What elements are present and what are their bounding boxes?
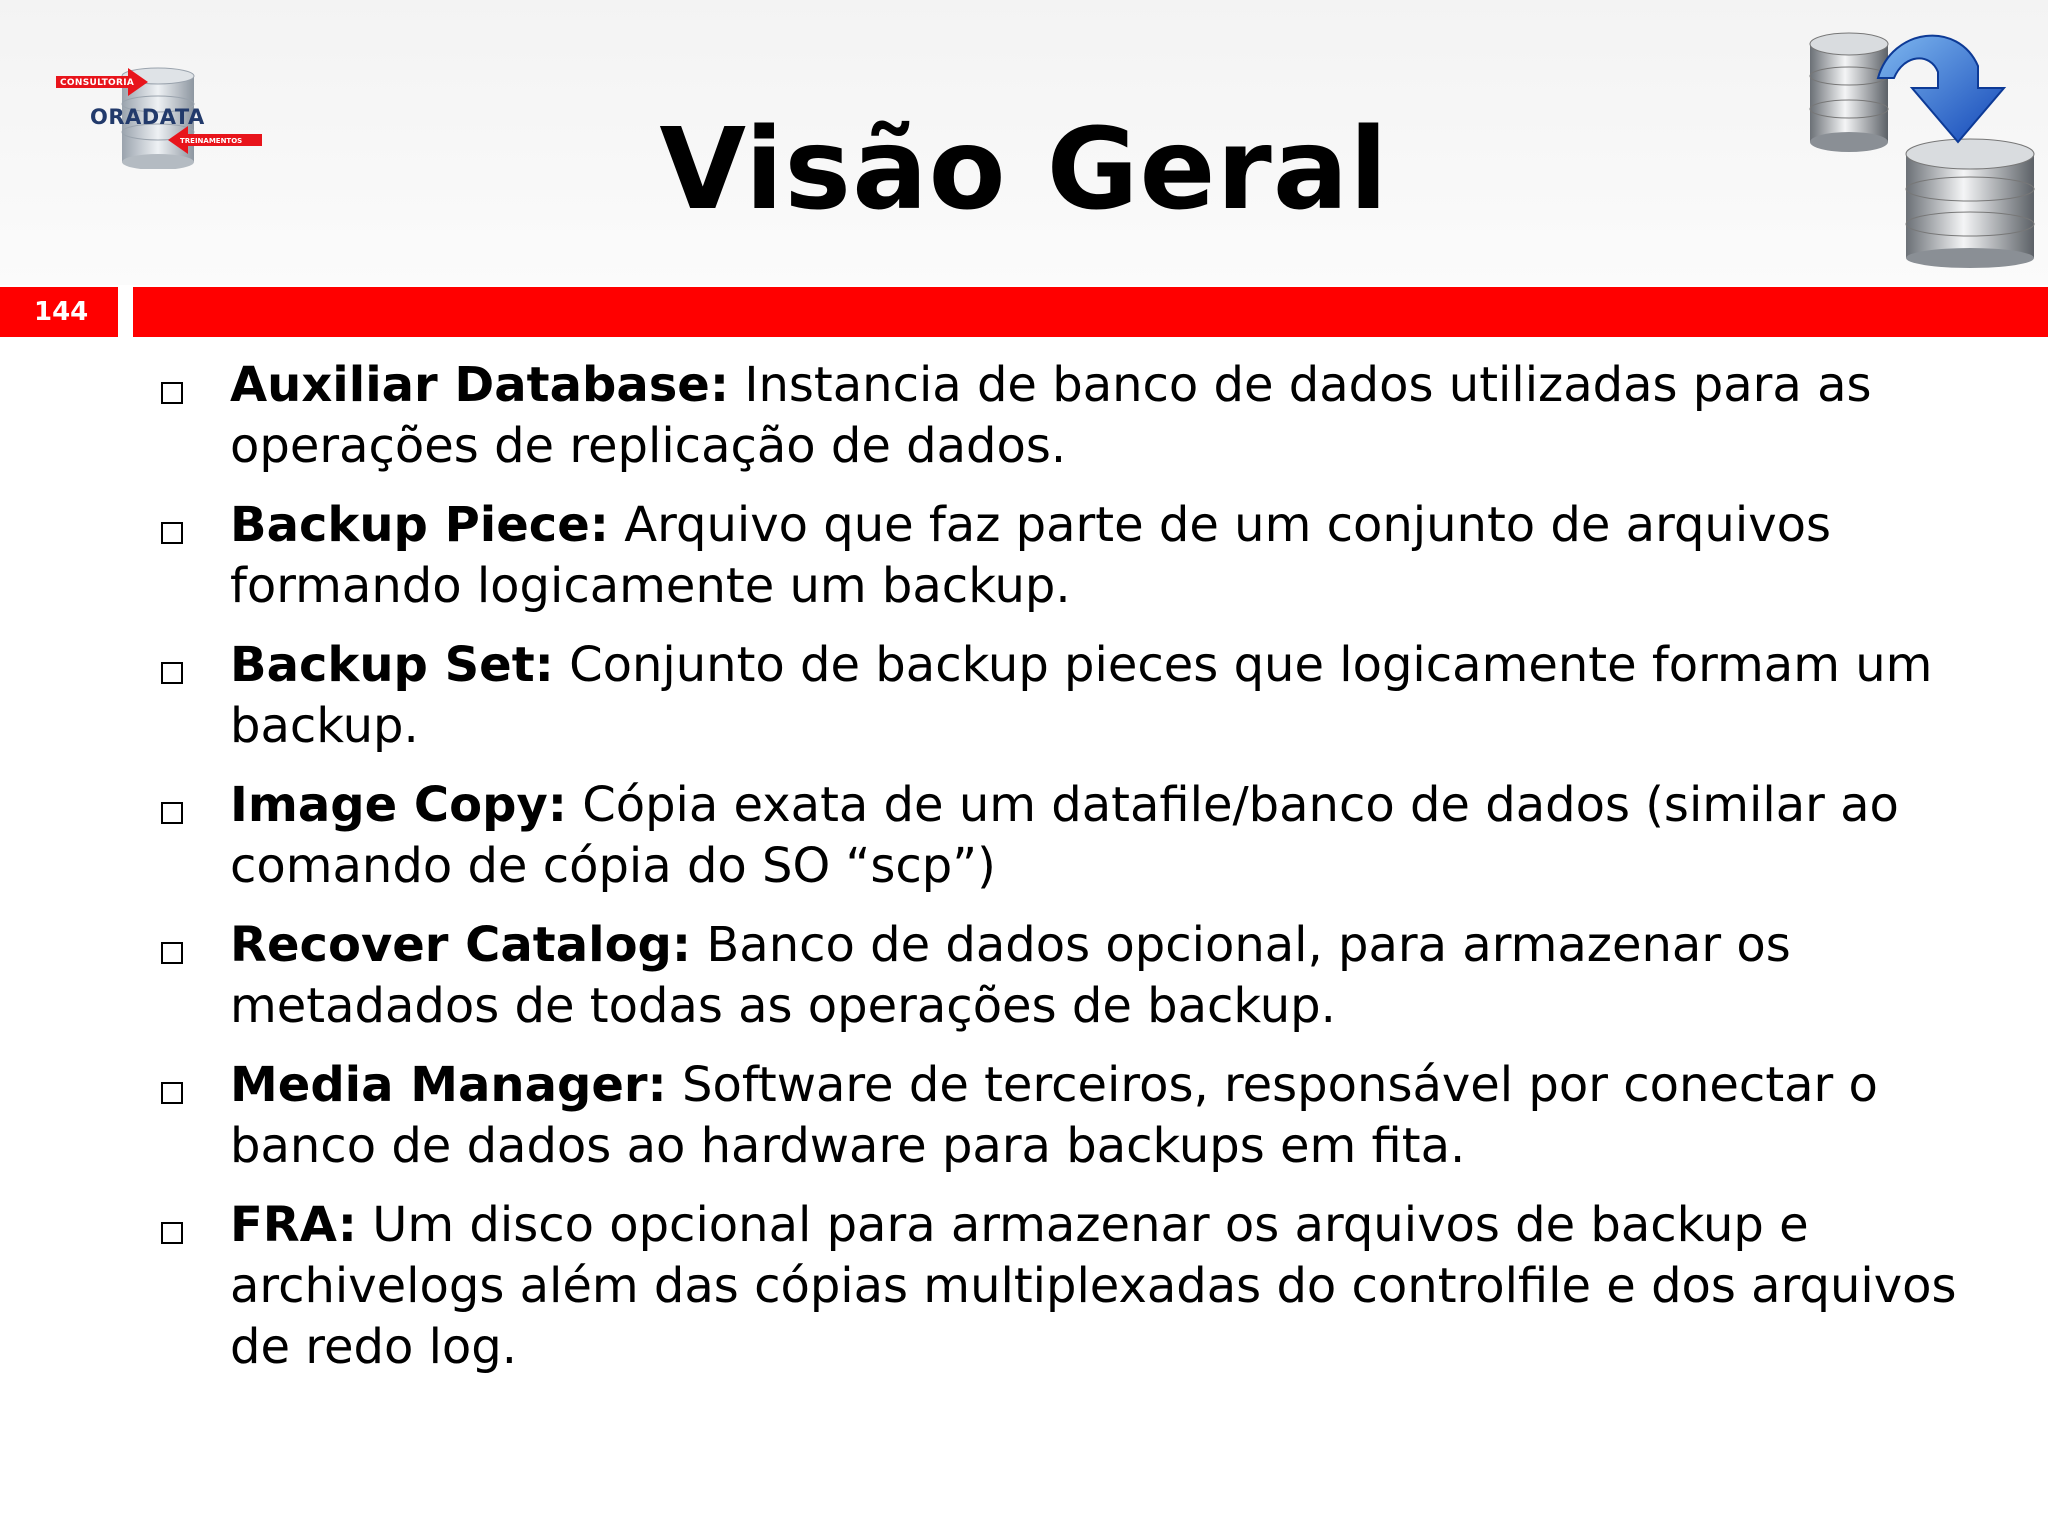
term-label: Media Manager: xyxy=(230,1057,667,1113)
term-definition: Um disco opcional para armazenar os arquivos de backup e archivelogs além das cópias multiplexadas do controlfile e dos arquivos de redo log. xyxy=(230,1197,1957,1375)
list-item-auxiliar-database xyxy=(0,355,2048,477)
slide-title: Visão Geral xyxy=(659,105,1389,235)
term-label: Image Copy: xyxy=(230,777,567,833)
square-bullet-icon xyxy=(161,942,183,964)
list-item-recover-catalog xyxy=(0,915,2048,1037)
logo-text-oradata: ORADATA xyxy=(90,105,205,129)
term-definition: Cópia exata de um datafile/banco de dados (similar ao comando de cópia do SO “scp”) xyxy=(230,777,1899,894)
square-bullet-icon xyxy=(161,1082,183,1104)
term-definition: Banco de dados opcional, para armazenar os metadados de todas as operações de backup. xyxy=(230,917,1791,1034)
term-definition: Arquivo que faz parte de um conjunto de arquivos formando logicamente um backup. xyxy=(230,497,1831,614)
database-backup-icon xyxy=(1808,14,2040,268)
list-item-media-manager xyxy=(0,1055,2048,1177)
logo-text-consultoria: CONSULTORIA xyxy=(60,78,135,88)
list-item-fra xyxy=(0,1195,2048,1378)
term-label: Backup Piece: xyxy=(230,497,609,553)
term-label: Auxiliar Database: xyxy=(230,357,730,413)
square-bullet-icon xyxy=(161,522,183,544)
term-label: Recover Catalog: xyxy=(230,917,692,973)
target-database-icon xyxy=(1906,139,2034,268)
square-bullet-icon xyxy=(161,382,183,404)
term-label: Backup Set: xyxy=(230,637,554,693)
list-item-backup-set xyxy=(0,635,2048,757)
term-definition: Conjunto de backup pieces que logicamente formam um backup. xyxy=(230,637,1933,754)
curved-arrow-down-icon xyxy=(1878,36,2004,142)
logo-text-treinamentos: TREINAMENTOS xyxy=(180,137,243,145)
list-item-image-copy xyxy=(0,775,2048,897)
term-definition: Instancia de banco de dados utilizadas para as operações de replicação de dados. xyxy=(230,357,1872,474)
list-item-backup-piece xyxy=(0,495,2048,617)
term-label: FRA: xyxy=(230,1197,357,1253)
term-definition: Software de terceiros, responsável por conectar o banco de dados ao hardware para backups em fita. xyxy=(230,1057,1878,1174)
red-divider-bar xyxy=(133,287,2048,337)
definition-list xyxy=(0,355,2048,1396)
source-database-icon xyxy=(1810,33,1888,152)
page-number: 144 xyxy=(0,287,118,337)
square-bullet-icon xyxy=(161,802,183,824)
square-bullet-icon xyxy=(161,1222,183,1244)
square-bullet-icon xyxy=(161,662,183,684)
